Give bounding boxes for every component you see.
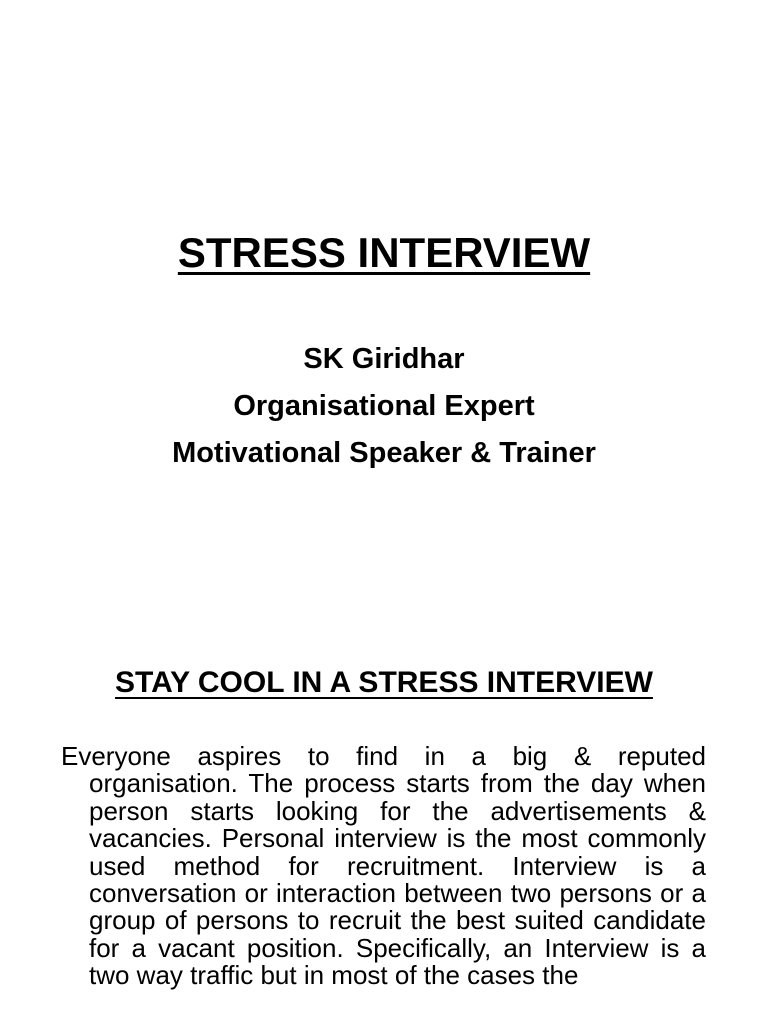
author-block [0, 336, 768, 477]
body-paragraph: Everyone aspires to find in a big & reputed organisation. The process starts from the day when person starts looking for the advertisements & vacancies. Personal interview is the most commonly used method for recruitment. Interview is a conversation or interaction between two persons or a group of persons to recruit the best suited candidate for a vacant position. Specifically, an Interview is a two way traffic but in most of the cases the [61, 741, 706, 991]
author-name: SK Giridhar [303, 343, 465, 375]
author-role-2: Motivational Speaker & Trainer [172, 437, 596, 469]
author-role-1: Organisational Expert [233, 390, 535, 422]
section-heading: STAY COOL IN A STRESS INTERVIEW [115, 666, 653, 699]
document-title: STRESS INTERVIEW [177, 229, 591, 276]
